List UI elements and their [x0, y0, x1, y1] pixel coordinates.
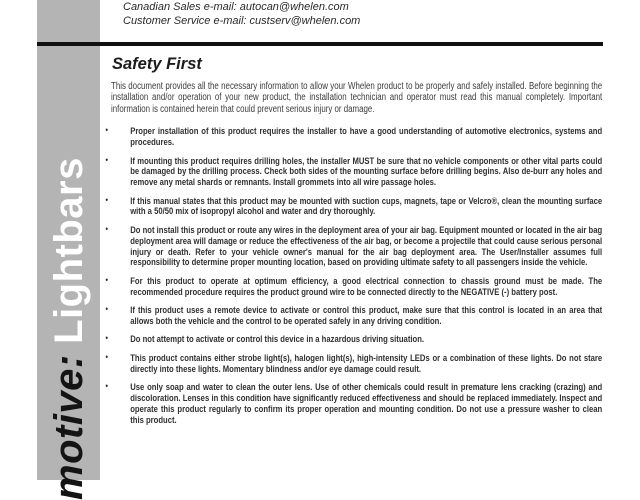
bullet-dot-icon: • — [105, 381, 109, 393]
bullet-item — [105, 381, 603, 426]
bullet-text: This product contains either strobe light(s), halogen light(s), high-intensity LEDs or a combination of these lights. Do not stare directly into these lights. Momentary blindness and/or eye damage could result. — [130, 352, 603, 375]
contact-line-canadian-sales: Canadian Sales e-mail: autocan@whelen.com — [123, 1, 349, 13]
bullet-item — [105, 125, 603, 149]
bullet-text: Use only soap and water to clean the outer lens. Use of other chemicals could result in premature lens cracking (crazing) and discoloration. Lenses in this condition have significantly reduced effectiveness and should be replaced immediately. Inspect and operate this product regularly to confirm its proper operation and mounting condition. Do not use a pressure washer to clean this product. — [130, 382, 603, 426]
bullet-item — [105, 223, 603, 269]
bullet-dot-icon: • — [105, 125, 109, 137]
bullet-item — [105, 194, 603, 219]
main-content — [105, 81, 603, 434]
bullet-dot-icon: • — [105, 304, 109, 316]
bullet-dot-icon: • — [105, 351, 109, 363]
bullet-text: Do not install this product or route any wires in the deployment area of your air bag. Equipment mounted or located in the air bag deployment area will damage or reduce the effectiveness of the air bag, or become a projectile that could cause serious personal injury or death. Refer to your vehicle owner's manual for the air bag deployment area. The User/Installer assumes full responsibility to determine proper mounting location, based on providing ultimate safety to all passengers inside the vehicle. — [130, 224, 603, 269]
contact-header — [123, 1, 360, 28]
bullet-text: Do not attempt to activate or control this device in a hazardous driving situation. — [130, 334, 425, 346]
bullet-text: For this product to operate at optimum efficiency, a good electrical connection to chassis ground must be made. The recommended procedure requires the product ground wire to be connected directly to the NEGATIVE (-) battery post. — [130, 275, 603, 298]
bullet-dot-icon: • — [105, 274, 109, 286]
sidebar-vertical-label — [46, 157, 92, 500]
sidebar-label-prefix: motive: — [47, 354, 91, 500]
bullet-dot-icon: • — [105, 194, 109, 206]
bullet-item — [105, 351, 603, 376]
divider-rule — [37, 42, 603, 46]
bullet-dot-icon: • — [105, 333, 109, 345]
bullet-text: If this manual states that this product may be mounted with suction cups, magnets, tape or Velcro®, clean the mounting surface with a 50/50 mix of isopropyl alcohol and water and dry thoroughly. — [130, 195, 603, 218]
contact-line-customer-service: Customer Service e-mail: custserv@whelen.com — [123, 14, 361, 27]
bullet-item — [105, 333, 602, 346]
bullet-text: Proper installation of this product requires the installer to have a good understanding of automotive electronics, systems and procedures. — [130, 126, 603, 149]
bullet-text: If mounting this product requires drilling holes, the installer MUST be sure that no vehicle components or other vital parts could be damaged by the drilling process. Check both sides of the mounting surface before drilling begins. Also de-burr any holes and remove any metal shards or remnants. Install grommets into all wire passage holes. — [130, 155, 603, 189]
sidebar-label-category: Lightbars — [47, 157, 91, 344]
bullet-dot-icon: • — [105, 223, 109, 235]
section-title: Safety First — [112, 55, 202, 73]
safety-bullet-list — [105, 125, 603, 426]
intro-paragraph: This document provides all the necessary information to allow your Whelen product to be properly and safely installed. Before beginning the installation and/or operation of your new product, the installation technician and operator must read this manual completely. Important information is contained herein that could prevent serious injury or damage. — [111, 81, 603, 115]
bullet-item — [105, 304, 603, 328]
bullet-item — [105, 154, 603, 190]
bullet-text: If this product uses a remote device to activate or control this product, make sure that this control is located in an area that allows both the vehicle and the control to be operated safely in any driving condition. — [130, 305, 603, 327]
bullet-dot-icon: • — [105, 154, 109, 166]
sidebar-band — [37, 0, 100, 500]
bullet-item — [105, 274, 603, 299]
